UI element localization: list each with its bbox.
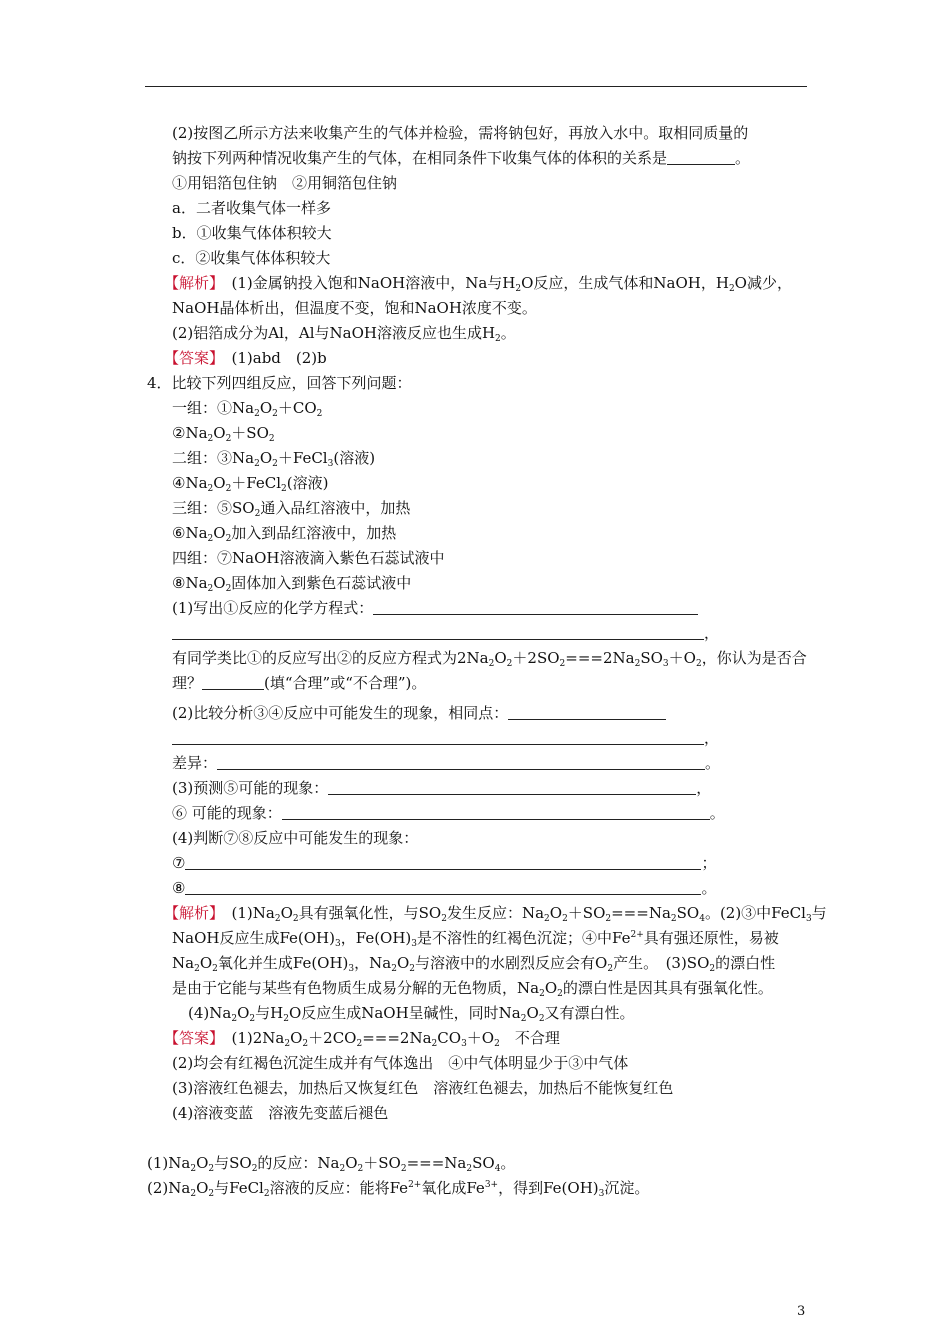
q4-sub1-line4: 理？ (填“合理”或“不合理”)。 [172,674,427,692]
q4-group4-b: $⑧Na_2O_2$固体加入到紫色石蕊试液中 [172,574,412,594]
q3-part2-line2: 钠按下列两种情况收集产生的气体，在相同条件下收集气体的体积的关系是 。 [172,149,751,167]
answer-blank [172,625,704,640]
q4-analysis-line3: $Na_2O_2$氧化并生成$Fe(OH)_3$，$Na_2O_2$与溶液中的水剧烈反应会有$O_2$产生。 $(3)SO_2$的漂白性 [172,954,776,974]
q4-sub2: (2)比较分析③④反应中可能发生的现象，相同点： [172,703,666,723]
q3-analysis-line3: (2)铝箔成分为Al，Al与NaOH溶液反应也生成$H_2$。 [172,324,516,344]
q3-analysis-line1: 【解析】 (1)金属钠投入饱和NaOH溶液中，Na与$H_2O$反应，生成气体和NaOH，$H_2O$减少， [164,274,792,294]
q3-option-a: a．二者收集气体一样多 [172,199,331,217]
q4-sub3-b: ⑥ 可能的现象： 。 [172,804,725,822]
answer-blank [217,755,705,770]
q4-group1-a: 一组：$①Na_2O_2+CO_2$ [172,399,323,419]
answer-blank [667,150,735,165]
q3-option-c: c．②收集气体体积较大 [172,249,331,267]
q4-analysis-line2: NaOH反应生成$Fe(OH)_3$，$Fe(OH)_3$是不溶性的红褐色沉淀；④中$Fe^{2+}$具有强还原性，易被 [172,929,779,949]
q4-sub4-7: ⑦ ； [172,854,717,872]
q4-answer-line1: 【答案】 $(1)2Na_2O_2+2CO_2===2Na_2CO_3+O_2$ 不合理 [164,1029,560,1049]
q4-group3-b: $⑥Na_2O_2$加入到品红溶液中，加热 [172,524,397,544]
page-number: 3 [797,1304,806,1319]
answer-blank [373,600,698,615]
answer-blank [508,705,666,720]
q4-sub2-line2: ， [172,728,719,748]
q4-answer-line3: (3)溶液红色褪去，加热后又恢复红色 溶液红色褪去，加热后不能恢复红色 [172,1079,674,1097]
q4-group4-a: 四组：⑦NaOH溶液滴入紫色石蕊试液中 [172,549,445,567]
analysis-tag: 【解析】 [164,274,217,292]
q4-sub3: (3)预测⑤可能的现象： ， [172,779,712,797]
answer-blank [185,855,701,870]
header-rule [145,86,807,87]
q4-answer-line4: (4)溶液变蓝 溶液先变蓝后褪色 [172,1104,389,1122]
answer-blank [282,805,710,820]
q4-group2-a: 二组：$③Na_2O_2+FeCl_3$(溶液) [172,449,376,469]
q4-sub1-line3: 有同学类比①的反应写出②的反应方程式为$2Na_2O_2+2SO_2===2Na_2SO_3+O_2$，你认为是否合 [172,649,807,669]
answer-tag: 【答案】 [164,1029,217,1047]
q4-analysis-line1: 【解析】 $(1)Na_2O_2$具有强氧化性，与$SO_2$发生反应：$Na_2O_2+SO_2===Na_2SO_4$。(2)③中FeCl$_3$与 [164,904,827,924]
q4-sub2-diff: 差异： 。 [172,754,721,772]
analysis-tag: 【解析】 [164,904,217,922]
note-line2: $(2)Na_2O_2$与FeCl$_2$溶液的反应：能将$Fe^{2+}$氧化成$Fe^{3+}$，得到$Fe(OH)_3$沉淀。 [147,1179,650,1199]
note-line1: $(1)Na_2O_2$与$SO_2$的反应：$Na_2O_2+SO_2===Na_2SO_4$。 [147,1154,516,1174]
q4-sub1: (1)写出①反应的化学方程式： [172,598,698,618]
q3-analysis-line2: NaOH晶体析出，但温度不变，饱和NaOH浓度不变。 [172,299,537,317]
q4-group3-a: 三组：$⑤SO_2$通入品红溶液中，加热 [172,499,411,519]
answer-blank [172,730,704,745]
answer-blank [202,675,264,690]
q4-analysis-line5: $(4)Na_2O_2$与$H_2O$反应生成NaOH呈碱性，同时$Na_2O_2$又有漂白性。 [188,1004,635,1024]
answer-blank [328,780,696,795]
answer-tag: 【答案】 [164,349,217,367]
q4-title: 4．比较下列四组反应，回答下列问题： [147,374,412,392]
q4-group2-b: $④Na_2O_2+FeCl_2$(溶液) [172,474,329,494]
answer-blank [185,880,701,895]
q4-sub4: (4)判断⑦⑧反应中可能发生的现象： [172,829,419,847]
q4-sub1-line2: ， [172,623,719,643]
q3-answer: 【答案】 (1)abd (2)b [164,349,327,367]
q4-sub4-8: ⑧ 。 [172,879,717,897]
q4-group1-b: $②Na_2O_2+SO_2$ [172,424,275,444]
q3-options: ①用铝箔包住钠 ②用铜箔包住钠 [172,174,398,192]
q3-option-b: b．①收集气体体积较大 [172,224,332,242]
q4-analysis-line4: 是由于它能与某些有色物质生成易分解的无色物质，$Na_2O_2$的漂白性是因其具有强氧化性。 [172,979,773,999]
q3-part2-line1: (2)按图乙所示方法来收集产生的气体并检验，需将钠包好，再放入水中。取相同质量的 [172,124,749,142]
q4-answer-line2: (2)均会有红褐色沉淀生成并有气体逸出 ④中气体明显少于③中气体 [172,1054,629,1072]
